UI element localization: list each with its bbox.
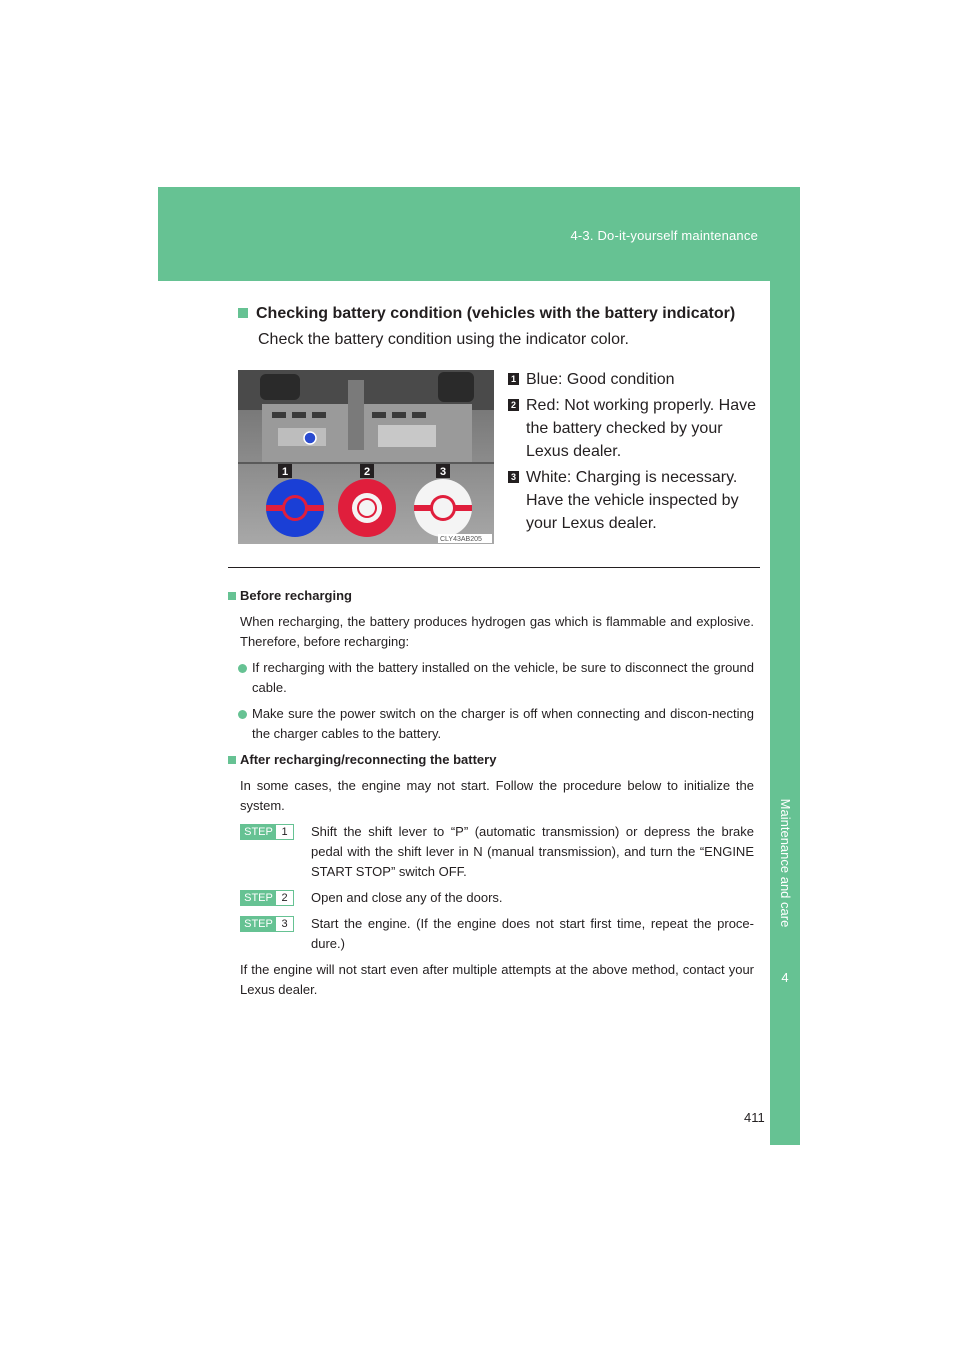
- legend-number: 1: [508, 373, 519, 385]
- section-title: 4-3. Do-it-yourself maintenance: [570, 228, 758, 243]
- figure-code: CLY43AB205: [440, 536, 482, 543]
- after-recharging-text: In some cases, the engine may not start. Follow the procedure below to initialize the system.: [240, 778, 754, 813]
- battery-photo: [238, 370, 494, 544]
- legend-number: 3: [508, 471, 519, 483]
- list-item: If recharging with the battery installed on the vehicle, be sure to disconnect the ground cable.: [228, 658, 754, 698]
- legend-item: [508, 394, 763, 463]
- figure-badge-2: 2: [363, 466, 371, 478]
- before-recharging-text: When recharging, the battery produces hydrogen gas which is flammable and explosive. Therefore, before recharging:: [240, 614, 754, 649]
- step-text: Shift the shift lever to “P” (automatic transmission) or depress the brake pedal with the shift lever in N (manual transmission), and turn the “ENGINE START STOP” switch OFF.: [311, 824, 754, 879]
- closing-text: If the engine will not start even after multiple attempts at the above method, contact your Lexus dealer.: [240, 962, 754, 997]
- step-badge: STEP 1: [240, 824, 294, 840]
- step-item: [240, 822, 754, 882]
- square-bullet-icon: [228, 592, 236, 600]
- legend-text: Red: Not working properly. Have the battery checked by your Lexus dealer.: [526, 397, 757, 460]
- chapter-number: 4: [781, 970, 789, 985]
- section-header-bar: [158, 187, 800, 281]
- step-item: [240, 914, 754, 954]
- legend-item: [508, 368, 763, 391]
- figure-badge-1: 1: [281, 466, 289, 478]
- square-bullet-icon: [238, 308, 248, 318]
- legend-text: Blue: Good condition: [526, 371, 675, 388]
- list-item: Make sure the power switch on the charger is off when connecting and discon-necting the charger cables to the battery.: [228, 704, 754, 744]
- white-indicator-icon: [414, 479, 472, 537]
- notes-section: [228, 586, 754, 1006]
- subsection-intro: Check the battery condition using the indicator color.: [258, 331, 629, 348]
- after-recharging-heading: After recharging/reconnecting the battery: [228, 750, 754, 770]
- figure-badge-3: 3: [439, 466, 447, 478]
- indicator-legend: [508, 368, 763, 538]
- square-bullet-icon: [228, 756, 236, 764]
- legend-number: 2: [508, 399, 519, 411]
- step-item: [240, 888, 754, 908]
- step-text: Open and close any of the doors.: [311, 890, 503, 905]
- legend-text: White: Charging is necessary. Have the vehicle inspected by your Lexus dealer.: [526, 469, 739, 532]
- chapter-side-tab: [770, 281, 800, 1145]
- blue-indicator-icon: [266, 479, 324, 537]
- red-indicator-icon: [338, 479, 396, 537]
- bullet-dot-icon: [238, 710, 247, 719]
- legend-item: [508, 466, 763, 535]
- page-number: 411: [744, 1110, 765, 1125]
- divider: [228, 567, 760, 568]
- before-recharging-heading: Before recharging: [228, 586, 754, 606]
- step-badge: STEP 3: [240, 916, 294, 932]
- battery-indicator-figure: [238, 370, 494, 544]
- step-badge: STEP 2: [240, 890, 294, 906]
- chapter-label: Maintenance and care: [778, 798, 793, 928]
- subsection-heading: Checking battery condition (vehicles with the battery indicator): [238, 305, 735, 323]
- step-text: Start the engine. (If the engine does not start first time, repeat the proce-dure.): [311, 916, 754, 951]
- bullet-dot-icon: [238, 664, 247, 673]
